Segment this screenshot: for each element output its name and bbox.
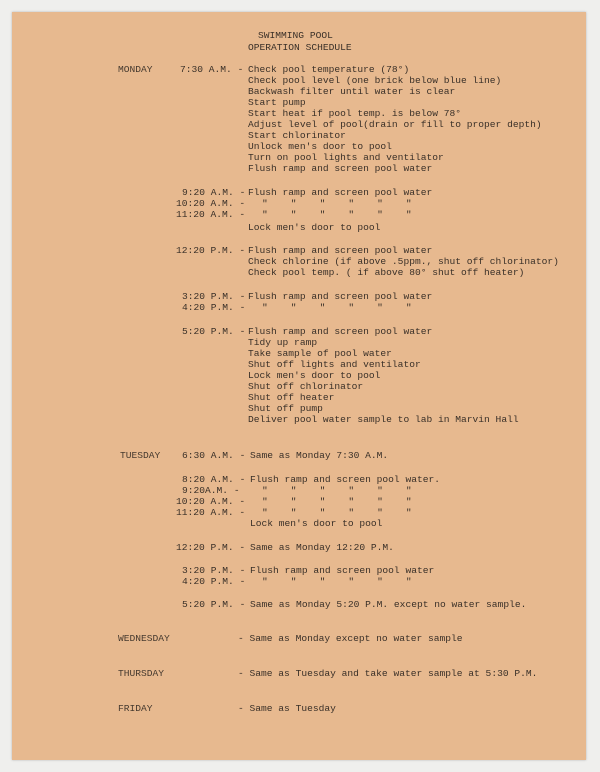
time-label: 8:20 A.M. - xyxy=(182,474,246,485)
task-line: Adjust level of pool(drain or fill to proper depth) xyxy=(248,119,542,130)
ditto-line: " " " " " " xyxy=(262,485,412,496)
time-label: 12:20 P.M. - xyxy=(176,542,246,553)
day-label-friday: FRIDAY xyxy=(118,703,153,714)
task-line: Start pump xyxy=(248,97,306,108)
task-line: Check chlorine (if above .5ppm., shut off chlorinator) xyxy=(248,256,559,267)
time-label: 5:20 P.M. - xyxy=(182,326,246,337)
day-label-thursday: THURSDAY xyxy=(118,668,165,679)
task-line: Shut off heater xyxy=(248,392,335,403)
task-line: Flush ramp and screen pool water xyxy=(250,565,435,576)
task-line: Start heat if pool temp. is below 78° xyxy=(248,108,462,119)
ditto-line: " " " " " " xyxy=(262,209,412,220)
title-line-1: SWIMMING POOL xyxy=(258,30,333,41)
day-label-monday: MONDAY xyxy=(118,64,153,75)
ditto-line: " " " " " " xyxy=(262,198,412,209)
time-label: 10:20 A.M. - xyxy=(176,198,246,209)
day-label-wednesday: WEDNESDAY xyxy=(118,633,170,644)
task-line: Flush ramp and screen pool water xyxy=(248,245,433,256)
task-line: Check pool temp. ( if above 80° shut off heater) xyxy=(248,267,525,278)
task-line: Check pool temperature (78°) xyxy=(248,64,410,75)
task-line: Flush ramp and screen pool water xyxy=(248,187,433,198)
task-line: Flush ramp and screen pool water xyxy=(248,163,433,174)
task-line: Shut off lights and ventilator xyxy=(248,359,421,370)
thursday-note: - Same as Tuesday and take water sample at 5:30 P.M. xyxy=(238,668,538,679)
task-line: Turn on pool lights and ventilator xyxy=(248,152,444,163)
time-label: 4:20 P.M. - xyxy=(182,302,246,313)
task-line: Take sample of pool water xyxy=(248,348,392,359)
task-line: Flush ramp and screen pool water xyxy=(248,326,433,337)
time-label: 3:20 P.M. - xyxy=(182,291,246,302)
time-label: 11:20 A.M. - xyxy=(176,209,246,220)
title-line-2: OPERATION SCHEDULE xyxy=(248,42,352,53)
day-label-tuesday: TUESDAY xyxy=(120,450,161,461)
task-line: Same as Monday 5:20 P.M. except no water sample. xyxy=(250,599,527,610)
task-line: Start chlorinator xyxy=(248,130,346,141)
task-line: Lock men's door to pool xyxy=(248,370,381,381)
task-line: Tidy up ramp xyxy=(248,337,318,348)
task-line: Same as Monday 12:20 P.M. xyxy=(250,542,394,553)
task-line: Deliver pool water sample to lab in Marvin Hall xyxy=(248,414,519,425)
ditto-line: " " " " " " xyxy=(262,507,412,518)
time-label: 9:20 A.M. - xyxy=(182,187,246,198)
time-label: 6:30 A.M. - xyxy=(182,450,246,461)
time-label: 11:20 A.M. - xyxy=(176,507,246,518)
task-line: Lock men's door to pool xyxy=(248,222,381,233)
task-line: Same as Monday 7:30 A.M. xyxy=(250,450,389,461)
ditto-line: " " " " " " xyxy=(262,302,412,313)
time-label: 4:20 P.M. - xyxy=(182,576,246,587)
task-line: Flush ramp and screen pool water xyxy=(248,291,433,302)
friday-note: - Same as Tuesday xyxy=(238,703,336,714)
wednesday-note: - Same as Monday except no water sample xyxy=(238,633,463,644)
ditto-line: " " " " " " xyxy=(262,576,412,587)
task-line: Shut off chlorinator xyxy=(248,381,364,392)
task-line: Lock men's door to pool xyxy=(250,518,383,529)
time-label: 9:20A.M. - xyxy=(182,485,240,496)
time-label: 12:20 P.M. - xyxy=(176,245,246,256)
time-label: 5:20 P.M. - xyxy=(182,599,246,610)
task-line: Check pool level (one brick below blue line) xyxy=(248,75,502,86)
ditto-line: " " " " " " xyxy=(262,496,412,507)
task-line: Flush ramp and screen pool water. xyxy=(250,474,440,485)
time-label: 10:20 A.M. - xyxy=(176,496,246,507)
task-line: Backwash filter until water is clear xyxy=(248,86,456,97)
time-label: 3:20 P.M. - xyxy=(182,565,246,576)
time-label: 7:30 A.M. - xyxy=(180,64,244,75)
task-line: Unlock men's door to pool xyxy=(248,141,392,152)
task-line: Shut off pump xyxy=(248,403,323,414)
